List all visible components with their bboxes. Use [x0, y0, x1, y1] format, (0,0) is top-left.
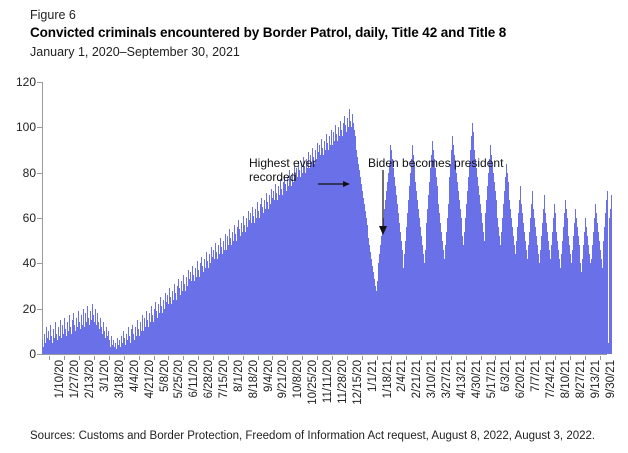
x-tick-mark — [64, 356, 65, 360]
chart-area — [0, 70, 628, 405]
x-tick-mark — [198, 356, 199, 360]
x-tick-mark — [421, 356, 422, 360]
x-tick-label: 2/4/21 — [396, 360, 409, 392]
x-tick-mark — [510, 356, 511, 360]
bar — [607, 191, 608, 354]
y-tick-label: 120 — [15, 75, 36, 89]
x-tick-mark — [540, 356, 541, 360]
x-tick-mark — [495, 356, 496, 360]
x-tick-mark — [302, 356, 303, 360]
x-tick-mark — [600, 356, 601, 360]
x-tick-mark — [332, 356, 333, 360]
x-tick-label: 2/13/20 — [84, 360, 97, 399]
x-tick-label: 4/21/20 — [143, 360, 156, 399]
x-tick-mark — [79, 356, 80, 360]
x-tick-label: 6/28/20 — [203, 360, 216, 399]
page-title: Convicted criminals encountered by Border Patrol, daily, Title 42 and Title 8 — [30, 25, 507, 40]
x-tick-mark — [525, 356, 526, 360]
x-tick-mark — [436, 356, 437, 360]
x-tick-mark — [481, 356, 482, 360]
x-tick-mark — [139, 356, 140, 360]
x-tick-label: 1/10/20 — [54, 360, 67, 399]
x-tick-mark — [258, 356, 259, 360]
x-tick-label: 11/11/20 — [322, 360, 335, 404]
x-tick-label: 10/25/20 — [307, 360, 320, 405]
x-tick-mark — [109, 356, 110, 360]
x-tick-mark — [213, 356, 214, 360]
y-tick-label: 40 — [22, 256, 36, 271]
x-tick-mark — [124, 356, 125, 360]
annotation-highest-line1: Highest ever — [249, 156, 317, 170]
x-tick-label: 9/21/20 — [277, 360, 290, 399]
x-tick-label: 9/30/21 — [604, 360, 617, 399]
y-tick-label: 60 — [22, 211, 36, 225]
y-tick-label: 100 — [15, 120, 36, 135]
y-tick-mark — [37, 354, 42, 355]
bar — [611, 195, 612, 354]
x-tick-label: 3/27/21 — [441, 360, 453, 399]
bar-series — [42, 82, 607, 354]
x-tick-label: 4/4/20 — [128, 360, 141, 392]
figure-subtitle: January 1, 2020–September 30, 2021 — [30, 45, 240, 59]
x-tick-label: 1/1/21 — [366, 360, 379, 392]
y-tick-label: 20 — [22, 301, 36, 316]
x-tick-label: 5/25/20 — [173, 360, 186, 399]
figure-label: Figure 6 — [30, 8, 76, 22]
x-tick-mark — [347, 356, 348, 360]
x-tick-label: 9/13/21 — [589, 360, 602, 399]
y-tick-label: 0 — [29, 347, 36, 361]
x-tick-mark — [49, 356, 50, 360]
x-tick-label: 4/30/21 — [470, 360, 483, 399]
x-tick-label: 7/24/21 — [545, 360, 558, 399]
x-tick-label: 5/17/21 — [485, 360, 498, 399]
x-tick-label: 8/1/20 — [232, 360, 245, 392]
x-tick-label: 11/28/20 — [336, 360, 349, 404]
x-tick-mark — [585, 356, 586, 360]
x-tick-label: 8/18/20 — [247, 360, 260, 399]
x-tick-label: 1/18/21 — [381, 360, 394, 399]
x-tick-mark — [570, 356, 571, 360]
x-tick-mark — [555, 356, 556, 360]
x-tick-label: 12/15/20 — [351, 360, 364, 405]
x-tick-label: 8/27/21 — [574, 360, 587, 399]
x-tick-mark — [183, 356, 184, 360]
x-tick-label: 8/10/21 — [559, 360, 572, 399]
x-tick-mark — [377, 356, 378, 360]
x-tick-label: 5/8/20 — [158, 360, 171, 392]
x-tick-mark — [362, 356, 363, 360]
x-tick-mark — [168, 356, 169, 360]
x-axis-line — [42, 354, 607, 355]
x-tick-label: 7/7/21 — [530, 360, 543, 392]
annotation-highest-ever — [249, 156, 316, 185]
x-tick-label: 4/13/21 — [455, 360, 468, 399]
x-tick-label: 10/8/20 — [292, 360, 305, 399]
x-tick-mark — [94, 356, 95, 360]
x-tick-label: 3/1/20 — [99, 360, 112, 392]
x-tick-mark — [154, 356, 155, 360]
x-tick-label: 6/20/21 — [515, 360, 528, 399]
x-tick-mark — [451, 356, 452, 360]
x-tick-label: 3/10/21 — [426, 360, 439, 399]
annotation-highest-line2: recorded — [249, 170, 297, 185]
x-tick-label: 3/18/20 — [113, 360, 126, 399]
x-tick-mark — [272, 356, 273, 360]
y-tick-label: 80 — [22, 165, 36, 180]
x-tick-mark — [317, 356, 318, 360]
x-tick-mark — [391, 356, 392, 360]
x-tick-label: 1/27/20 — [69, 360, 82, 399]
x-tick-label: 7/15/20 — [217, 360, 230, 399]
x-tick-label: 2/21/21 — [411, 360, 424, 399]
x-tick-mark — [406, 356, 407, 360]
x-tick-mark — [243, 356, 244, 360]
x-tick-label: 6/11/20 — [188, 360, 201, 398]
x-tick-mark — [287, 356, 288, 360]
x-tick-label: 6/3/21 — [500, 360, 513, 392]
annotation-biden-president: Biden becomes president — [368, 156, 504, 170]
x-tick-label: 9/4/20 — [262, 360, 275, 392]
plot-region — [15, 75, 607, 361]
x-tick-mark — [466, 356, 467, 360]
source-note: Sources: Customs and Border Protection, Freedom of Information Act request, August 8, 2022, August 3, 2022. — [30, 430, 596, 442]
x-tick-mark — [228, 356, 229, 360]
